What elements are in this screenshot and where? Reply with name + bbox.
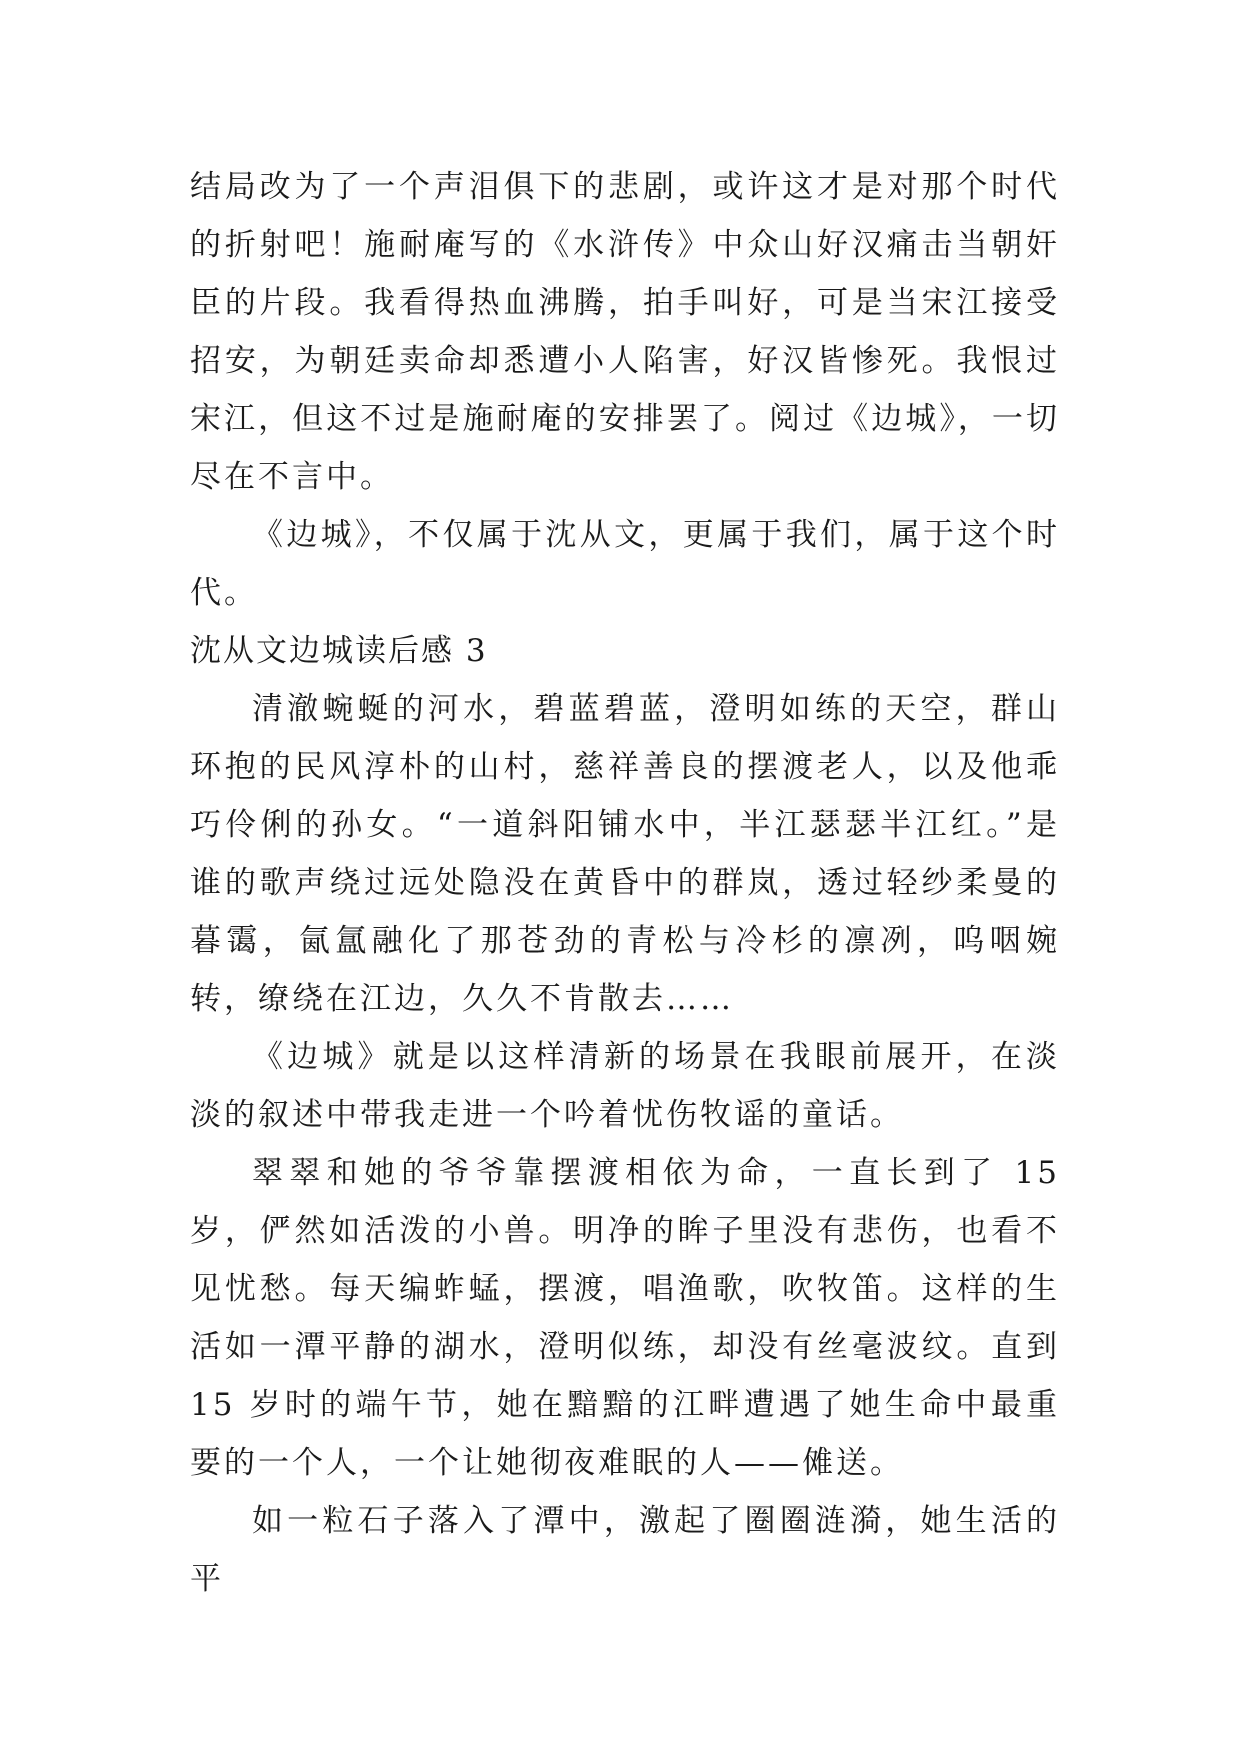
paragraph: 翠翠和她的爷爷靠摆渡相依为命，一直长到了 15 岁，俨然如活泼的小兽。明净的眸子里没有悲伤，也看不见忧愁。每天编蚱蜢，摆渡，唱渔歌，吹牧笛。这样的生活如一潭平静的湖水，澄明似练，却没有丝毫波纹。直到 15 岁时的端午节，她在黯黯的江畔遭遇了她生命中最重要的一个人，一个让她彻夜难眠的人——傩送。 xyxy=(190,1155,1060,1481)
paragraph: 《边城》就是以这样清新的场景在我眼前展开，在淡淡的叙述中带我走进一个吟着忧伤牧谣的童话。 xyxy=(190,1039,1060,1133)
paragraph: 《边城》，不仅属于沈从文，更属于我们，属于这个时代。 xyxy=(190,517,1060,611)
paragraph: 如一粒石子落入了潭中，激起了圈圈涟漪，她生活的平 xyxy=(190,1503,1060,1597)
paragraph: 结局改为了一个声泪俱下的悲剧，或许这才是对那个时代的折射吧！施耐庵写的《水浒传》中众山好汉痛击当朝奸臣的片段。我看得热血沸腾，拍手叫好，可是当宋江接受招安，为朝廷卖命却悉遭小人陷害，好汉皆惨死。我恨过宋江，但这不过是施耐庵的安排罢了。阅过《边城》，一切尽在不言中。 xyxy=(190,169,1060,495)
section-heading: 沈从文边城读后感 3 xyxy=(190,633,488,669)
paragraph: 清澈蜿蜒的河水，碧蓝碧蓝，澄明如练的天空，群山环抱的民风淳朴的山村，慈祥善良的摆渡老人，以及他乖巧伶俐的孙女。“一道斜阳铺水中，半江瑟瑟半江红。”是谁的歌声绕过远处隐没在黄昏中的群岚，透过轻纱柔曼的暮霭，氤氲融化了那苍劲的青松与冷杉的凛冽，呜咽婉转，缭绕在江边，久久不肯散去…… xyxy=(190,691,1060,1017)
document-body xyxy=(190,158,1060,1608)
